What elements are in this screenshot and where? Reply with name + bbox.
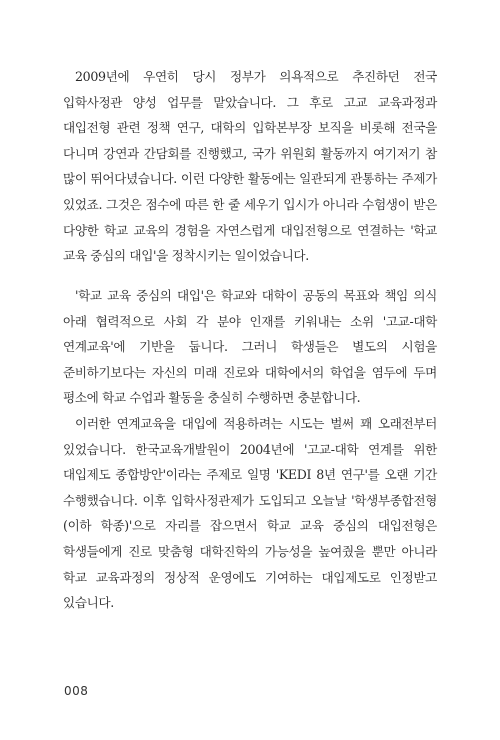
- paragraph-1: 2009년에 우연히 당시 정부가 의욕적으로 추진하던 전국 입학사정관 양성 업무를 맡았습니다. 그 후로 고교 교육과정과 대입전형 관련 정책 연구, 대학의 입학본부장 보직을 비롯해 전국을 다니며 강연과 간담회를 진행했고, 국가 위원회 활동까지 여기저기 참 많이 뛰어다녔습니다. 이런 다양한 활동에는 일관되게 관통하는 주제가 있었죠. 그것은 점수에 따른 한 줄 세우기 입시가 아니라 수험생이 받은 다양한 학교 교육의 경험을 자연스럽게 대입전형으로 연결하는 '학교 교육 중심의 대입'을 정착시키는 일이었습니다.: [63, 69, 437, 264]
- body-text-section-2: [63, 283, 437, 616]
- page-number: 008: [64, 684, 89, 698]
- paragraph-2: '학교 교육 중심의 대입'은 학교와 대학이 공동의 목표와 책임 의식 아래 협력적으로 사회 각 분야 인재를 키워내는 소위 '고교-대학 연계교육'에 기반을 둡니다. 그러니 학생들은 별도의 시험을 준비하기보다는 자신의 미래 진로와 대학에서의 학업을 염두에 두며 평소에 학교 수업과 활동을 충실히 수행하면 충분합니다.: [63, 288, 437, 406]
- paragraph-3: 이러한 연계교육을 대입에 적용하려는 시도는 벌써 꽤 오래전부터 있었습니다. 한국교육개발원이 2004년에 '고교-대학 연계를 위한 대입제도 종합방안'이라는 주제로 일명 'KEDI 8년 연구'를 오랜 기간 수행했습니다. 이후 입학사정관제가 도입되고 오늘날 '학생부종합전형(이하 학종)'으로 자리를 잡으면서 학교 교육 중심의 대입전형은 학생들에게 진로 맞춤형 대학진학의 가능성을 높여줬을 뿐만 아니라 학교 교육과정의 정상적 운영에도 기여하는 대입제도로 인정받고 있습니다.: [63, 415, 437, 611]
- body-text-section-1: [63, 64, 437, 269]
